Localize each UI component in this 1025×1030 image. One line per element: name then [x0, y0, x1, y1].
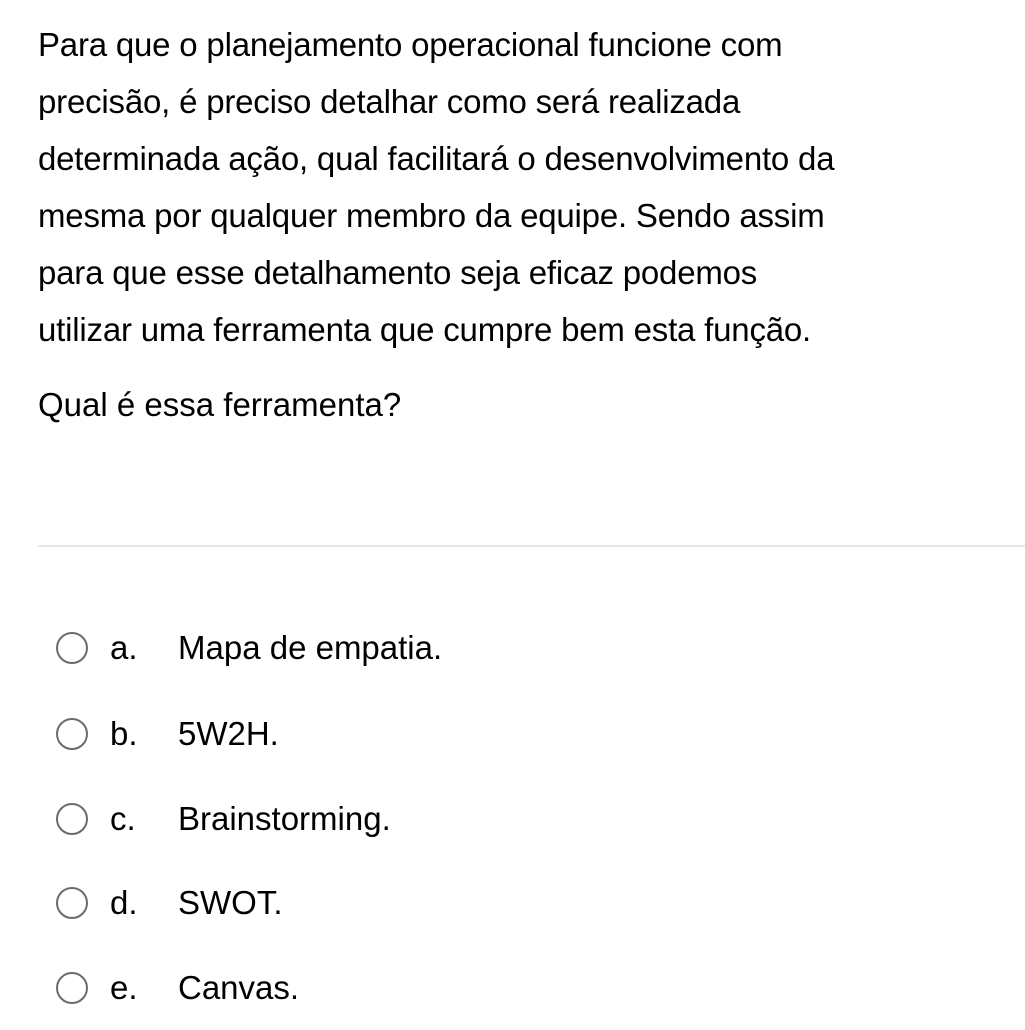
option-label: Canvas.	[178, 969, 300, 1006]
question-line: mesma por qualquer membro da equipe. Sendo assim	[38, 197, 825, 234]
option-c[interactable]	[52, 789, 952, 849]
radio-button[interactable]	[56, 718, 88, 750]
radio-button[interactable]	[56, 887, 88, 919]
radio-button[interactable]	[56, 972, 88, 1004]
option-a[interactable]	[52, 618, 952, 678]
question-line: para que esse detalhamento seja eficaz podemos	[38, 254, 758, 291]
option-label: Brainstorming.	[178, 800, 391, 837]
question-line: precisão, é preciso detalhar como será realizada	[38, 83, 741, 120]
option-letter: c.	[110, 800, 136, 837]
option-b[interactable]	[52, 704, 952, 764]
question-line: utilizar uma ferramenta que cumpre bem esta função.	[38, 311, 812, 348]
option-label: 5W2H.	[178, 715, 279, 752]
option-label: SWOT.	[178, 884, 283, 921]
option-d[interactable]	[52, 873, 952, 933]
divider	[38, 545, 1025, 547]
option-letter: e.	[110, 969, 138, 1006]
radio-button[interactable]	[56, 803, 88, 835]
option-letter: d.	[110, 884, 138, 921]
question-text	[38, 16, 1013, 358]
question-line: Para que o planejamento operacional funcione com	[38, 26, 783, 63]
option-letter: a.	[110, 629, 138, 666]
option-e[interactable]	[52, 958, 952, 1018]
question-line: determinada ação, qual facilitará o desenvolvimento da	[38, 140, 835, 177]
option-letter: b.	[110, 715, 138, 752]
question-prompt: Qual é essa ferramenta?	[38, 386, 402, 423]
option-label: Mapa de empatia.	[178, 629, 443, 666]
radio-button[interactable]	[56, 632, 88, 664]
